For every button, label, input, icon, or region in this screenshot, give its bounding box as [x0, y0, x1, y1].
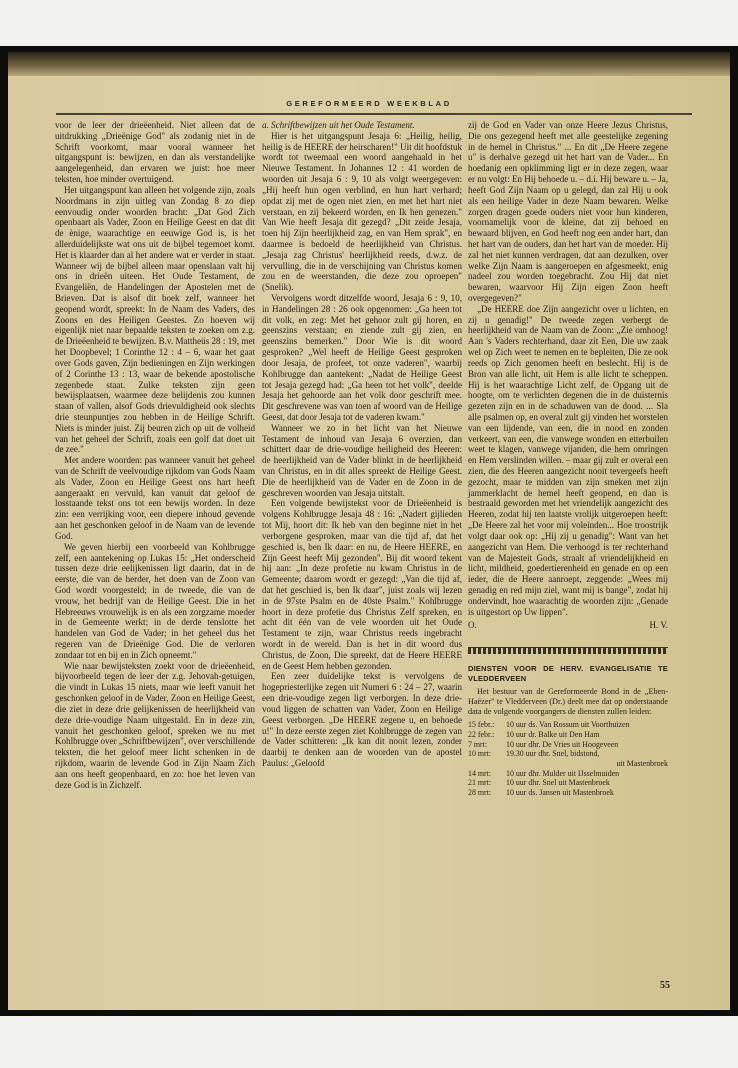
notice-intro: Het bestuur van de Gereformeerde Bond in de „Eben-Haëzer" te Vledderveen (Dr.) deelt mee dat op onderstaande data de volgende voorgangers de diensten zullen leiden:: [468, 687, 668, 717]
schedule-row: 28 mrt: 10 uur ds. Jansen uit Mastenbroek: [468, 788, 614, 798]
page-number: 55: [660, 980, 670, 991]
notice-heading: DIENSTEN VOOR DE HERV. EVANGELISATIE TE VLEDDERVEEN: [468, 664, 668, 684]
paragraph: Met andere woorden: pas wanneer vanuit het geheel van de Schrift de veelvoudige rijkdom van Gods Naam als Vader, Zoon en Heilige Geest ons hart heeft aangeraakt en vervuld, kan vanuit dat geloof de losstaande tekst ons tot een bewijs worden. In deze zin: een verrijking voor, een diepere inhoud gevende aan het geschonken geloof in de Naam van de levende God.: [55, 455, 255, 541]
paragraph: „De HEERE doe Zijn aangezicht over u lichten, en zij u genadig!" De tweede zegen verbergt de heerlijkheid van de Naam van de Zoon: „Zie omhoog! Aan 's Vaders rechterhand, daar zit Een, Die uw zaak wel op Zich weet te nemen en te bepleiten, Die ze ook reeds op Zich genomen heeft en beslecht. Hij is de Bron van alle licht, uit Hem is alle licht te scheppen. Hij is het waarachtige Licht zelf, de Opgang uit de hoogte, om te verlichten degenen die in de duisternis gezeten zijn en in de schaduwen van de dood. ... Sla alle psalmen op, en overal zult gij vinden het worstelen van een lijdende, van een, die in nood en zonden verkeert, van een, die vanwege wonden en etterbuilen weet te klagen, vanwege vijanden, die hem omringen en Hem verslinden willen. – maar gij zult er overal een zien, die des Heeren aangezicht nooit tevergeefs heeft gezocht, maar te midden van zijn smeken met zijn jammerklacht de hemel heeft geopend, en dan is bestraald geworden met het vriendelijk aangezicht des Heeren, zodat hij ten laatste vrolijk uitgeroepen heeft: „De Heere zal het voor mij voleinden... Hoe troostrijk volgt daar ook op: „Hij zij u genadig": Want van het aangezicht van Hem. Die verhoogd is ter rechterhand van de Majesteit Gods, straalt af vriendelijkheid en licht, mildheid, goedertierenheid en genade en op een ieder, die de Heere aanroept, zeggende: „Wees mij genadig en red mijn ziel, want mij is bange", zodat hij ondervindt, hoe waarachtig de woorden zijn: „Genade is uitgestort op Uw lippen".: [468, 303, 668, 617]
paragraph: Vervolgens wordt ditzelfde woord, Jesaja 6 : 9, 10, in Handelingen 28 : 26 ook opgenomen: „Ga heen tot dit volk, en zeg: Met het gehoor zult gij horen, en geenszins verstaan; en ziende zult gij zien, en geenszins bemerken." Door Wie is dit woord gesproken? „Wel heeft de Heilige Geest gesproken door Jesaja, de profeet, tot onze vaderen", waarbij Kohlbrugge dan aantekent: „Nadat de Heilige Geest tot Jesaja gezegd had: „Ga heen tot het volk", deelde Jesaja het gehoorde aan het volk door geschrift mee. Dit geschrevene was van toen af woord van de Heilige Geest, dat door Jesaja tot de vaderen kwam.": [262, 293, 462, 422]
paragraph: Wie naar bewijsteksten zoekt voor de drieëenheid, bijvoorbeeld tegen de leer der z.g. Jehovah-getuigen, die vindt in Lukas 15 niets, maar wie leeft vanuit het geschonken geloof in de Vader, Zoon en Heilige Geest, die ziet in deze drie gelijkenissen de heerlijkheid van deze drie-voudige Naam uitgestald. En in deze zin, vanuit het geschonken geloof, spreken we nu met Kohlbrugge over „Schriftbewijzen", over verschillende teksten, die het geloof meer licht schenken in de rijkdom, waarin de levende God in Zijn Naam Zich aan ons heeft geopenbaard, en zo: hoe het leven van deze God is in Zichzelf.: [55, 660, 255, 790]
schedule-row: 15 febr.: 10 uur ds. Van Rossum uit Voorthuizen: [468, 720, 630, 730]
paragraph: voor de leer der drieëenheid. Niet alleen dat de uitdrukking „Drieënige God" als zodanig niet in de Schrift voorkomt, maar vooral wanneer het uitgangspunt is: bewijzen, en dan als verstandelijke aangelegenheid, dan ervaren we juist: hoe meer teksten, hoe minder overtuigend.: [55, 120, 255, 185]
column-3: [468, 120, 668, 798]
schedule-row: 10 mrt: 19.30 uur dhr. Snel, bidstond,: [468, 749, 600, 759]
header-rule: [56, 113, 692, 115]
schedule-row: 21 mrt: 10 uur dhr. Snel uit Mastenbroek: [468, 778, 610, 788]
signature-left: O.: [468, 620, 477, 631]
page-top-shadow: [8, 52, 730, 76]
paragraph: Wanneer we zo in het licht van het Nieuwe Testament de inhoud van Jesaja 6 overzien, dan schittert daar de drie-voudige heiligheid des Heeren: de heerlijkheid van de Vader blinkt in de heerlijkheid van Christus, en in dit alles spreekt de Heilige Geest. Die de heerlijkheid van de Vader en de Zoon in de geschreven woorden van Jesaja uitstalt.: [262, 422, 462, 498]
wavy-divider: [468, 647, 668, 654]
paragraph: We geven hierbij een voorbeeld van Kohlbrugge zelf, een aantekening op Lukas 15: „Het onderscheid tussen deze drie eelijkenissen ligt daarin, dat in de eerste, die van de herder, het doen van de Zoon van God wordt voorgesteld; in de tweede, die van de vrouw, het bedrijf van de Heilige Geest. Die in het Hebreeuws vrouwelijk is en als een zorgzame moeder in de Gemeente werkt; in de derde tenslotte het handelen van God de Vader; in het geheel dus het regeren van de Drieënige God. Die de verloren zondaar tot en bij en in Zich opneemt.": [55, 541, 255, 660]
schedule-list: [468, 720, 668, 798]
column-1: [55, 120, 255, 790]
paragraph: Een volgende bewijstekst voor de Drieëenheid is volgens Kohlbrugge Jesaja 48 : 16: „Nadert gijlieden tot Mij, hoort dit: Ik heb van den beginne niet in het verborgene gesproken, maar van die tijd af, dat het geschied is, ben Ik daar: en nu, de Heere HEERE, en Zijn Geest heeft Mij gezonden". Bij dit woord tekent hij aan: „In deze profetie nu kwam Christus in de Gemeente; daarom wordt er gezegd: „Van die tijd af, dat het geschied is, ben Ik daar", juist zoals wij lezen in de 97ste Psalm en de 40ste Psalm." Kohlbrugge hoort in deze profetie dus Christus Zelf spreken, en acht dit één van de vele woorden uit het Oude Testament te zijn, waar Christus reeds ingebracht wordt in de wereld. Dan is het in dit woord dus Christus, de Zoon, Die spreekt, dat de Heere HEERE en de Geest Hem hebben gezonden.: [262, 498, 462, 671]
schedule-row: 22 febr.: 10 uur dr. Balke uit Den Ham: [468, 729, 600, 739]
paragraph: Hier is het uitgangspunt Jesaja 6: „Heilig, heilig, heilig is de HEERE der heirscharen!" Uit dit hoofdstuk wordt tot tweemaal een woord aangehaald in het Nieuwe Testament. In Johannes 12 : 41 worden de woorden uit Jesaja 6 : 9, 10 als volgt weergegeven: „Hij heeft hun ogen verblind, en hun hart verhard; opdat zij met de ogen niet zien, en met het hart niet verstaan, en zij bekeerd worden, en Ik hen genezen." Van Wie heeft Jesaja dit gezegd? „Dit zeide Jesaja, toen hij Zijn heerlijkheid zag, en van Hem sprak", en daarmee is bedoeld de heerlijkheid van Christus. „Jesaja zag Christus' heerlijkheid reeds, d.w.z. de vervulling, die in de verschijning van Christus komen zou en de weerstanden, die deze zou oproepen" (Snelik).: [262, 130, 462, 293]
section-heading: a. Schriftbewijzen uit het Oude Testament.: [262, 120, 415, 130]
running-head: GEREFORMEERD WEEKBLAD: [286, 99, 452, 108]
schedule-row: 7 mrt: 10 uur dhr. De Vries uit Hoogeveen: [468, 739, 619, 749]
schedule-row: 14 mrt: 10 uur dhr. Mulder uit IJsselmuiden: [468, 768, 620, 778]
paragraph: Het uitgangspunt kan alleen het volgende zijn, zoals Noordmans in zijn uitleg van Zondag 8 zo diep eenvoudig onder woorden bracht: „Dat God Zich openbaart als Vader, Zoon en Heilige Geest en dat dit de ènige, waarachtige en eeuwige God is, is het allerduidelijkste wat ons uit de bijbel tegemoet komt. Het is klaarder dan al het andere wat er verder in staat. Wanneer wij de bijbel alleen maar openslaan valt hij ons in drieën uiteen. Het Oude Testament, de Evangeliën, de Handelingen der Apostelen met de Brieven. Dat is alsof dit boek zelf, wanneer het geopend wordt, spreekt: In de Naam des Vaders, des Zoons en des Heiligen Geestes. Zo hoeven wij eigenlijk niet naar bepaalde teksten te zoeken om z.g. de Drieëenheid te bewijzen. B.v. Mattheüs 28 : 19, met het Doopbevel; 1 Corinthe 12 : 4 – 6, waar het gaat over Gods gaven, Zijn bedieningen en Zijn werkingen of 2 Corinthe 13 : 13, waar de bekende apostolische zegenbede staat. Zulke teksten zijn geen bewijsplaatsen, waarmee deze belijdenis zou kunnen staan of vallen, alsof Gods drievuldigheid ook slechts drie steunpuntjes zou hebben in de Heilige Schrift. Niets is minder juist. Zij beuren zich op uit de volheid van het geheel der Schrift, zoals een golf dat doet uit de zee.": [55, 184, 255, 455]
schedule-row-continued: uit Mastenbroek: [616, 759, 668, 768]
paragraph: Een zeer duidelijke tekst is vervolgens de hogepriesterlijke zegen uit Numeri 6 : 24 – 27, waarin een drie-voudige zegen ligt verborgen. In deze drie-voud liggen de schatten van Vader, Zoon en Heilige Geest verborgen. „De HEERE zegene u, en behoede u!" In deze eerste zegen ziet Kohlbrugge de zegen van de Vader schitteren: „Ik kan dit nooit lezen, zonder daarbij te denken aan de woorden van de apostel Paulus: „Geloofd: [262, 671, 462, 768]
column-2: [262, 120, 462, 769]
author-signature: [468, 620, 668, 631]
paragraph: zij de God en Vader van onze Heere Jezus Christus, Die ons gezegend heeft met alle geestelijke zegening in de hemel in Christus." ... En dit „De Heere zegene u" is derhalve gezegd uit het hart van de Vader... En hoedanig een opklimming ligt er in deze zegen, waar er nu volgt: En Hij behoede u. – d.i. Hij beware u. – Ja, heeft God Zijn Naam op u gelegd, dan zal Hij u ook als een heilige Vader in deze Naam bewaren. Welke zorgen dragen goede ouders niet voor hun kinderen, voornamelijk voor de kleine, dat zij behoed en bewaard blijven, en God heeft nog een ander hart, dan het hart van de ouders, dan het hart van de moeder. Hij zal het niet kunnen verdragen, dat aan dezulken, over welke Zijn Naam is aangeroepen en afgesmeekt, enig nadeel zou worden toegebracht. Zou Hij dat niet bewaren, waarvoor Hij Zijn eigen Zoon heeft overgegeven?": [468, 120, 668, 303]
signature-right: H. V.: [649, 620, 668, 631]
